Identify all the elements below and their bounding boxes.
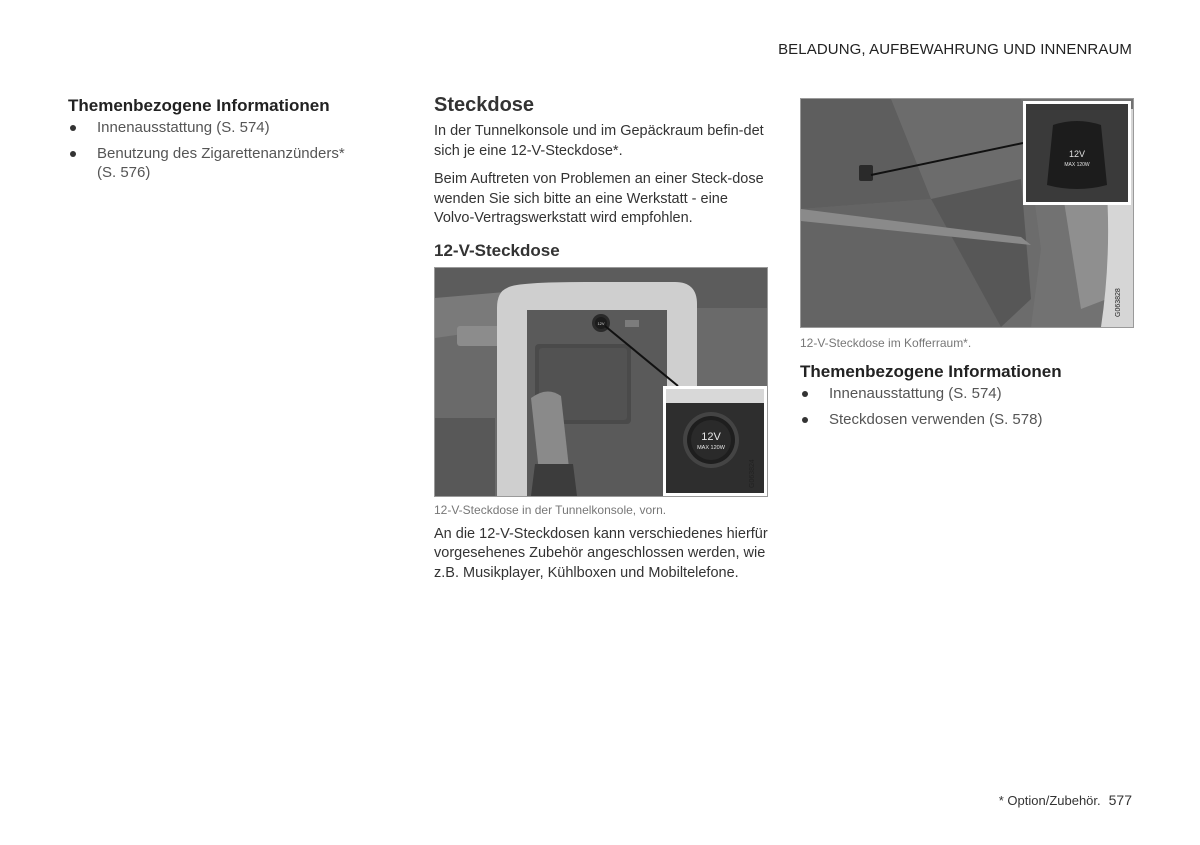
mini-socket-label: 12V <box>597 320 605 326</box>
bullet-icon <box>70 151 76 157</box>
subsection-title: 12-V-Steckdose <box>434 240 560 260</box>
figure-caption: 12-V-Steckdose in der Tunnelkonsole, vorn. <box>434 502 667 517</box>
socket-power-label: MAX 120W <box>1064 162 1090 168</box>
list-item[interactable] <box>800 384 1134 403</box>
page-footer <box>999 792 1132 808</box>
figure-code: G063828 <box>1115 288 1122 317</box>
socket-voltage-label: 12V <box>1068 149 1086 159</box>
list-item-link[interactable]: Benutzung des Zigarettenanzünders* <box>97 145 345 162</box>
running-header: BELADUNG, AUFBEWAHRUNG UND INNENRAUM <box>778 41 1132 58</box>
tunnel-console-illustration <box>435 268 767 496</box>
cargo-area-illustration <box>801 99 1133 327</box>
page-number: 577 <box>1108 792 1132 808</box>
tunnel-console-figure <box>434 267 768 497</box>
bullet-icon <box>802 417 808 423</box>
socket-voltage-label: 12V <box>701 430 721 443</box>
related-info-heading: Themenbezogene Informationen <box>800 362 1062 381</box>
list-item-link[interactable]: Innenausstattung (S. 574) <box>97 119 270 136</box>
list-item-link[interactable]: Steckdosen verwenden (S. 578) <box>829 411 1043 428</box>
section-title: Steckdose <box>434 94 535 116</box>
list-item[interactable] <box>68 118 368 137</box>
middle-column <box>434 94 768 592</box>
footnote: * Option/Zubehör. <box>998 793 1101 808</box>
intro-paragraph: In der Tunnelkonsole und im Gepäckraum befin-det sich je eine 12-V-Steckdose*. <box>434 123 764 159</box>
related-info-list <box>800 384 1134 429</box>
related-info-list <box>68 118 368 182</box>
list-item-page-ref[interactable]: (S. 576) <box>97 164 151 181</box>
bullet-icon <box>802 391 808 397</box>
list-item-link[interactable]: Innenausstattung (S. 574) <box>829 385 1002 402</box>
cargo-area-figure <box>800 98 1134 328</box>
figure-code: G063824 <box>749 458 756 488</box>
bullet-icon <box>70 125 76 131</box>
list-item[interactable] <box>800 410 1134 429</box>
accessory-paragraph: An die 12-V-Steckdosen kann verschiedenes hierfür vorgesehenes Zubehör angeschlossen werden, wie z.B. Musikplayer, Kühlboxen und Mobiltelefone. <box>434 525 768 581</box>
right-column <box>800 98 1134 436</box>
related-info-heading: Themenbezogene Informationen <box>68 96 330 115</box>
figure-caption: 12-V-Steckdose im Kofferraum*. <box>800 336 972 350</box>
socket-power-label: MAX 120W <box>697 444 725 451</box>
service-paragraph: Beim Auftreten von Problemen an einer Steck-dose wenden Sie sich bitte an eine Werkstatt - eine Volvo-Vertragswerkstatt wird empfohlen. <box>434 171 764 226</box>
left-column <box>68 96 368 189</box>
list-item[interactable] <box>68 144 368 182</box>
